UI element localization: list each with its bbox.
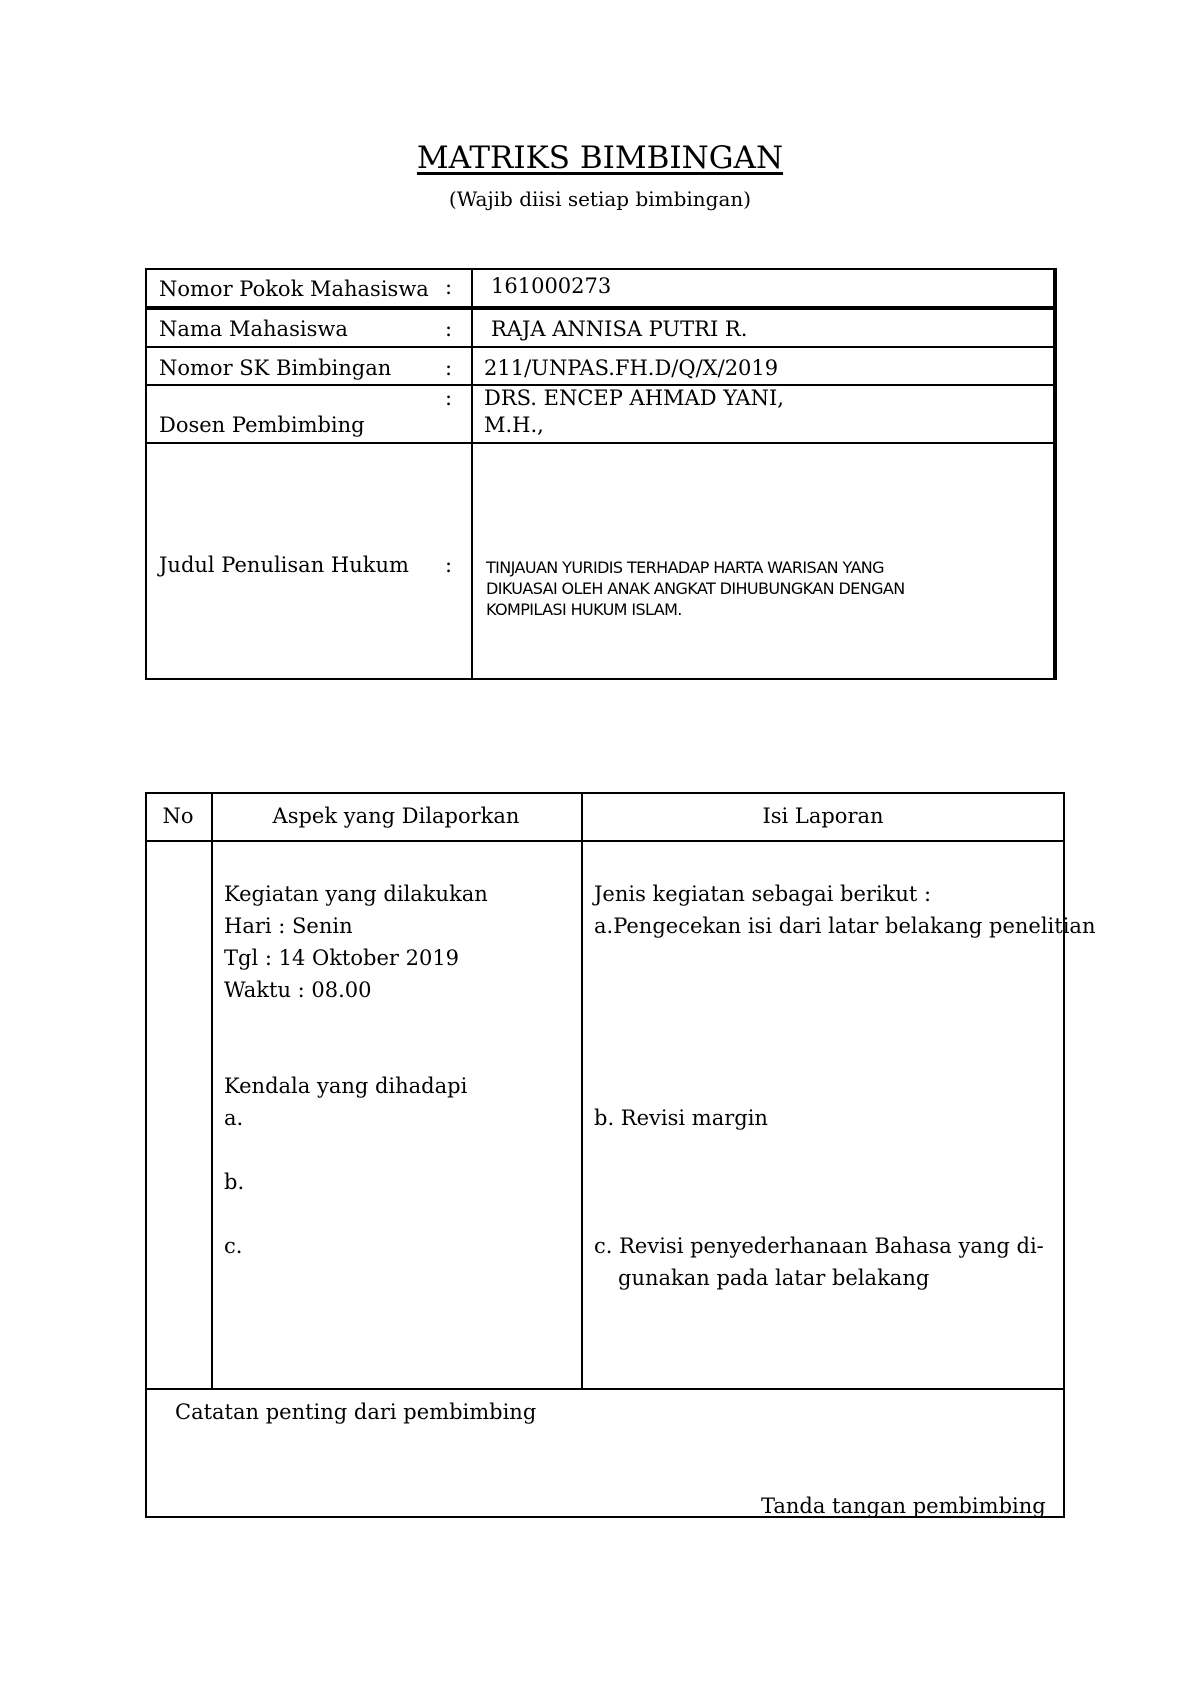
info-row-divider <box>145 442 1057 444</box>
info-colon: : <box>445 553 453 577</box>
info-value-sk: 211/UNPAS.FH.D/Q/X/2019 <box>484 356 779 380</box>
document-title: MATRIKS BIMBINGAN <box>416 140 784 176</box>
header-isi: Isi Laporan <box>762 804 884 828</box>
aspek-item-b: b. <box>224 1170 245 1194</box>
info-label-npm: Nomor Pokok Mahasiswa <box>159 277 429 301</box>
document-subtitle: (Wajib diisi setiap bimbingan) <box>448 187 752 211</box>
student-info-table <box>145 268 1057 680</box>
judul-line: TINJAUAN YURIDIS TERHADAP HARTA WARISAN YANG <box>486 558 884 577</box>
aspek-waktu: Waktu : 08.00 <box>224 978 372 1002</box>
catatan-label: Catatan penting dari pembimbing <box>175 1400 537 1424</box>
aspek-hari: Hari : Senin <box>224 914 353 938</box>
info-value-dosen-line2: M.H., <box>484 413 544 437</box>
report-column-divider <box>211 792 213 1390</box>
report-column-divider <box>581 792 583 1390</box>
info-label-nama: Nama Mahasiswa <box>159 317 348 341</box>
info-colon: : <box>445 356 453 380</box>
info-colon: : <box>445 275 453 299</box>
isi-item-c-line1: c. Revisi penyederhanaan Bahasa yang di- <box>594 1234 1044 1258</box>
tanda-tangan-label: Tanda tangan pembimbing <box>761 1494 1046 1518</box>
aspek-tgl: Tgl : 14 Oktober 2019 <box>224 946 460 970</box>
header-aspek: Aspek yang Dilaporkan <box>272 804 520 828</box>
info-label-sk: Nomor SK Bimbingan <box>159 356 392 380</box>
header-no: No <box>162 804 194 828</box>
info-value-npm: 161000273 <box>491 274 612 298</box>
judul-line: DIKUASAI OLEH ANAK ANGKAT DIHUBUNGKAN DENGAN <box>486 579 905 598</box>
isi-item-c-line2: gunakan pada latar belakang <box>618 1266 930 1290</box>
info-row-divider <box>145 306 1057 310</box>
isi-item-b: b. Revisi margin <box>594 1106 768 1130</box>
info-colon: : <box>445 386 453 410</box>
aspek-item-a: a. <box>224 1106 244 1130</box>
info-value-dosen-line1: DRS. ENCEP AHMAD YANI, <box>484 386 784 410</box>
info-colon: : <box>445 317 453 341</box>
info-label-dosen: Dosen Pembimbing <box>159 413 365 437</box>
aspek-kendala-heading: Kendala yang dihadapi <box>224 1074 468 1098</box>
info-label-judul: Judul Penulisan Hukum <box>159 553 409 577</box>
report-header-divider <box>145 840 1065 842</box>
judul-line: KOMPILASI HUKUM ISLAM. <box>486 600 682 619</box>
report-notes-divider <box>145 1388 1065 1390</box>
aspek-item-c: c. <box>224 1234 243 1258</box>
info-row-divider <box>145 346 1057 348</box>
isi-jenis-heading: Jenis kegiatan sebagai berikut : <box>594 882 932 906</box>
info-column-divider <box>471 268 473 680</box>
report-table <box>145 792 1096 1518</box>
info-value-judul <box>486 557 905 620</box>
info-value-nama: RAJA ANNISA PUTRI R. <box>491 317 748 341</box>
isi-item-a: a.Pengecekan isi dari latar belakang penelitian <box>594 914 1096 938</box>
aspek-kegiatan-heading: Kegiatan yang dilakukan <box>224 882 488 906</box>
